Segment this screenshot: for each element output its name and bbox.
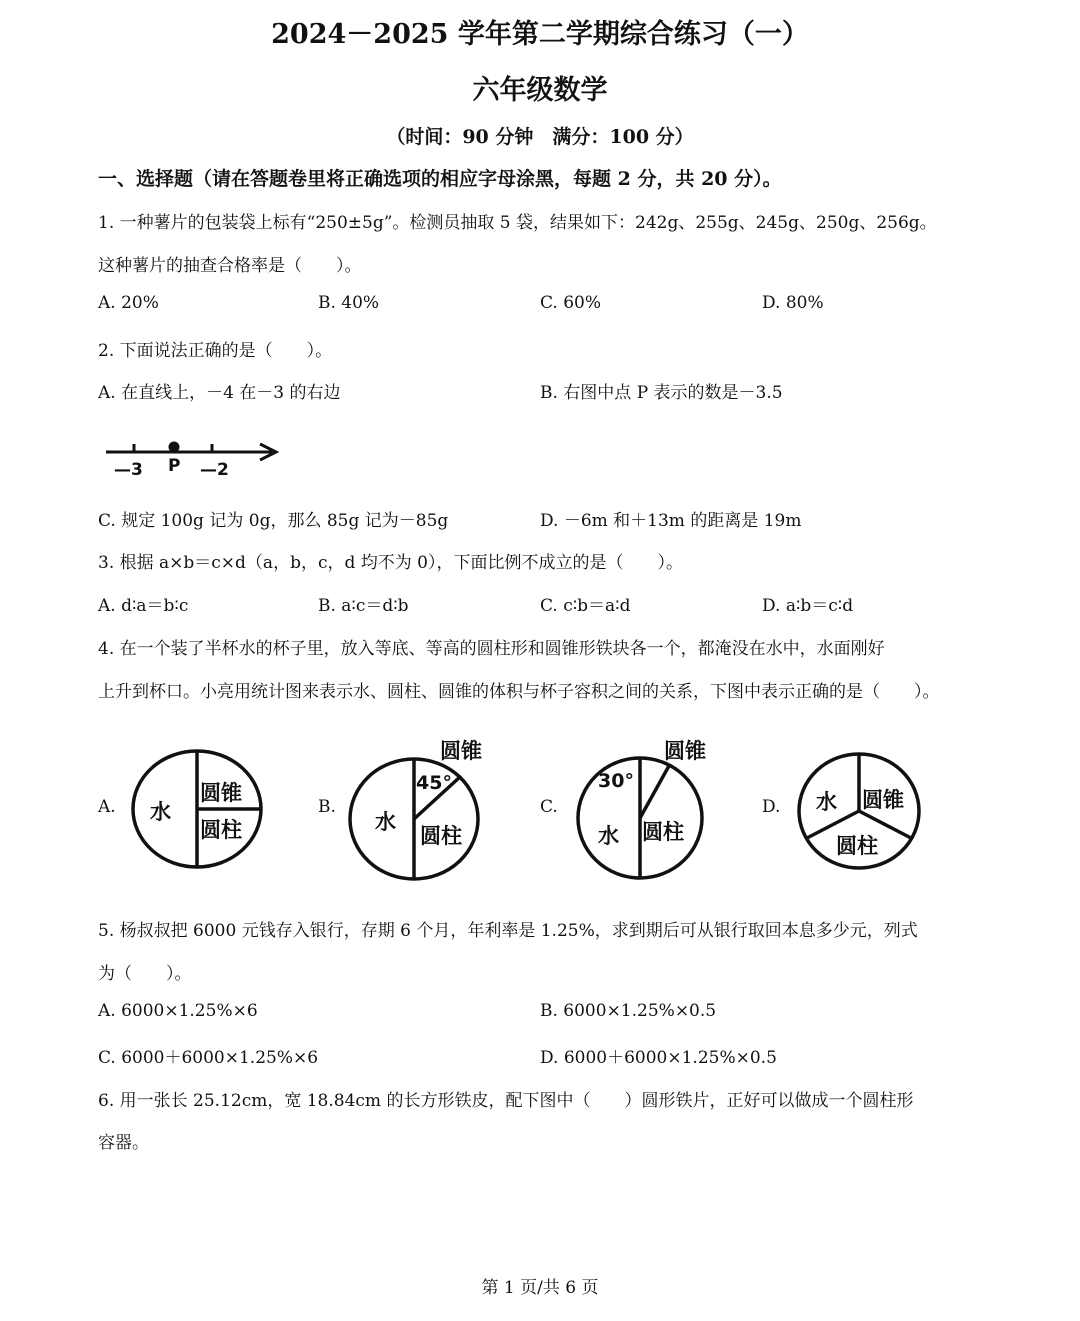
chart-d-label: D. bbox=[762, 797, 781, 817]
q2-option-a: A. 在直线上，－4 在－3 的右边 bbox=[98, 383, 341, 403]
q1-line2: 这种薯片的抽查合格率是（ ）。 bbox=[98, 256, 362, 276]
pie-b-cone-label: 圆锥 bbox=[440, 739, 482, 763]
q3-option-c: C. c∶b＝a∶d bbox=[540, 596, 631, 616]
exam-meta: （时间：90 分钟 满分：100 分） bbox=[386, 126, 694, 148]
q2-option-b: B. 右图中点 P 表示的数是－3.5 bbox=[540, 383, 783, 403]
pie-b-cylinder-label: 圆柱 bbox=[420, 824, 462, 848]
pie-c-angle-label: 30° bbox=[598, 770, 634, 792]
pie-c-water-label: 水 bbox=[598, 824, 619, 848]
q1-line1: 1. 一种薯片的包装袋上标有“250±5g”。检测员抽取 5 袋，结果如下：242g、255g、245g、250g、256g。 bbox=[98, 213, 937, 233]
pie-d-water-label: 水 bbox=[816, 790, 837, 814]
q5-option-c: C. 6000＋6000×1.25%×6 bbox=[98, 1048, 319, 1068]
page-number: 第 1 页/共 6 页 bbox=[481, 1278, 599, 1298]
pie-d-cone-label: 圆锥 bbox=[862, 788, 904, 812]
subject-title: 六年级数学 bbox=[472, 75, 608, 106]
q5-option-b: B. 6000×1.25%×0.5 bbox=[540, 1001, 717, 1021]
pie-c-cylinder-label: 圆柱 bbox=[642, 820, 684, 844]
q3-option-d: D. a∶b＝c∶d bbox=[762, 596, 854, 616]
pie-c-cone-label: 圆锥 bbox=[664, 739, 706, 763]
pie-d-cylinder-label: 圆柱 bbox=[836, 834, 878, 858]
pie-c-divider-diagonal bbox=[640, 764, 670, 818]
q1-option-a: A. 20% bbox=[98, 293, 159, 313]
q2-stem: 2. 下面说法正确的是（ ）。 bbox=[98, 341, 333, 361]
q4-line1: 4. 在一个装了半杯水的杯子里，放入等底、等高的圆柱形和圆锥形铁块各一个，都淹没在水中，水面刚好 bbox=[98, 639, 885, 659]
q3-option-b: B. a∶c＝d∶b bbox=[318, 596, 409, 616]
q4-line2: 上升到杯口。小亮用统计图来表示水、圆柱、圆锥的体积与杯子容积之间的关系，下图中表示正确的是（ ）。 bbox=[98, 682, 940, 702]
chart-c-label: C. bbox=[540, 797, 558, 817]
pie-a-cone-label: 圆锥 bbox=[200, 781, 242, 805]
number-line-label-minus-3: —3 bbox=[114, 460, 143, 480]
pie-a-water-label: 水 bbox=[150, 800, 171, 824]
q2-option-c: C. 规定 100g 记为 0g，那么 85g 记为－85g bbox=[98, 511, 449, 531]
pie-b-water-label: 水 bbox=[375, 810, 396, 834]
q3-option-a: A. d∶a＝b∶c bbox=[98, 596, 189, 616]
pie-b-angle-label: 45° bbox=[416, 772, 452, 794]
point-p-dot bbox=[169, 442, 180, 453]
q6-line1: 6. 用一张长 25.12cm，宽 18.84cm 的长方形铁皮，配下图中（ ）圆形铁片，正好可以做成一个圆柱形 bbox=[98, 1091, 914, 1111]
q1-option-c: C. 60% bbox=[540, 293, 601, 313]
number-line-label-minus-2: —2 bbox=[200, 460, 229, 480]
q1-option-d: D. 80% bbox=[762, 293, 824, 313]
q1-option-b: B. 40% bbox=[318, 293, 380, 313]
chart-b-label: B. bbox=[318, 797, 336, 817]
section-heading: 一、选择题（请在答题卷里将正确选项的相应字母涂黑，每题 2 分，共 20 分）。 bbox=[98, 168, 782, 190]
q6-line2: 容器。 bbox=[98, 1133, 149, 1153]
q2-option-d: D. －6m 和＋13m 的距离是 19m bbox=[540, 511, 802, 531]
number-line-figure bbox=[100, 436, 290, 486]
q5-line1: 5. 杨叔叔把 6000 元钱存入银行，存期 6 个月，年利率是 1.25%，求到期后可从银行取回本息多少元，列式 bbox=[98, 921, 918, 941]
pie-a-cylinder-label: 圆柱 bbox=[200, 818, 242, 842]
chart-a-label: A. bbox=[98, 797, 116, 817]
q5-option-a: A. 6000×1.25%×6 bbox=[98, 1001, 258, 1021]
number-line-label-p: P bbox=[168, 456, 181, 476]
q5-option-d: D. 6000＋6000×1.25%×0.5 bbox=[540, 1048, 777, 1068]
q5-line2: 为（ ）。 bbox=[98, 964, 192, 984]
exam-title: 2024－2025 学年第二学期综合练习（一） bbox=[271, 19, 809, 50]
q3-stem: 3. 根据 a×b＝c×d（a，b，c，d 均不为 0），下面比例不成立的是（ ）。 bbox=[98, 553, 683, 573]
